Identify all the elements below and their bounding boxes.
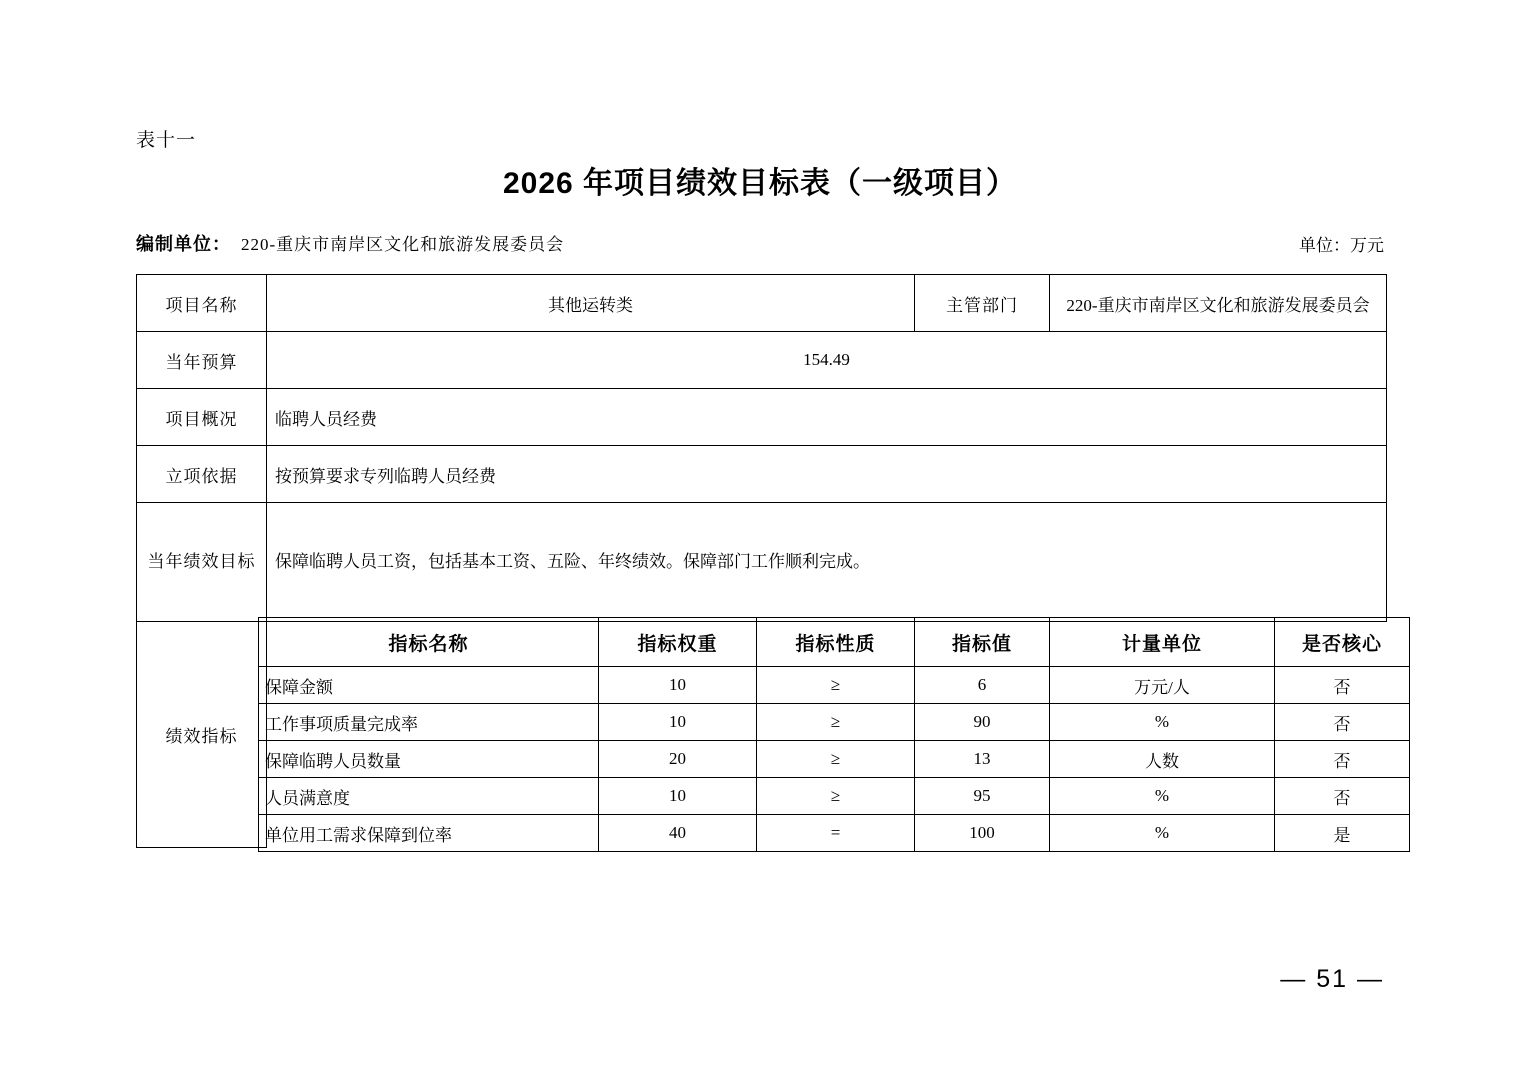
indicator-value: 95 xyxy=(915,778,1050,815)
indicator-unit: % xyxy=(1050,778,1275,815)
indicator-nature: ≥ xyxy=(757,704,915,741)
indicator-name: 工作事项质量完成率 xyxy=(259,704,599,741)
indicator-nature: = xyxy=(757,815,915,852)
indicator-name: 保障金额 xyxy=(259,667,599,704)
indicator-name: 保障临聘人员数量 xyxy=(259,741,599,778)
overview-label: 项目概况 xyxy=(137,389,267,446)
page-number: — 51 — xyxy=(1280,965,1384,993)
table-row xyxy=(137,503,1387,622)
col-indicator-name: 指标名称 xyxy=(259,618,599,667)
indicator-unit: 万元/人 xyxy=(1050,667,1275,704)
basis-label: 立项依据 xyxy=(137,446,267,503)
indicator-weight: 40 xyxy=(599,815,757,852)
indicator-nature: ≥ xyxy=(757,741,915,778)
indicator-table xyxy=(258,617,1410,852)
performance-goal-table xyxy=(136,274,1387,848)
compiler-value: 220-重庆市南岸区文化和旅游发展委员会 xyxy=(241,235,565,254)
indicator-weight: 10 xyxy=(599,778,757,815)
budget-value: 154.49 xyxy=(267,332,1387,389)
table-row xyxy=(137,446,1387,503)
indicator-weight: 10 xyxy=(599,667,757,704)
indicator-nature: ≥ xyxy=(757,778,915,815)
table-row xyxy=(137,332,1387,389)
compiler-block xyxy=(136,230,564,256)
basis-value: 按预算要求专列临聘人员经费 xyxy=(267,446,1387,503)
indicator-core: 否 xyxy=(1275,667,1410,704)
table-row xyxy=(137,622,1387,848)
col-indicator-core: 是否核心 xyxy=(1275,618,1410,667)
indicator-header-row xyxy=(259,618,1410,667)
compiler-label: 编制单位： xyxy=(136,234,231,254)
indicator-core: 否 xyxy=(1275,741,1410,778)
table-row xyxy=(137,275,1387,332)
table-row xyxy=(259,741,1410,778)
indicator-core: 否 xyxy=(1275,778,1410,815)
indicator-value: 13 xyxy=(915,741,1050,778)
project-name-label: 项目名称 xyxy=(137,275,267,332)
table-row xyxy=(137,389,1387,446)
indicator-unit: 人数 xyxy=(1050,741,1275,778)
indicator-name: 单位用工需求保障到位率 xyxy=(259,815,599,852)
col-indicator-value: 指标值 xyxy=(915,618,1050,667)
indicator-value: 100 xyxy=(915,815,1050,852)
col-indicator-weight: 指标权重 xyxy=(599,618,757,667)
indicator-core: 是 xyxy=(1275,815,1410,852)
table-row xyxy=(259,704,1410,741)
meta-row xyxy=(136,230,1384,256)
table-row xyxy=(259,667,1410,704)
goal-value: 保障临聘人员工资，包括基本工资、五险、年终绩效。保障部门工作顺利完成。 xyxy=(267,503,1387,622)
project-name-value: 其他运转类 xyxy=(267,275,915,332)
overview-value: 临聘人员经费 xyxy=(267,389,1387,446)
indicator-table-cell xyxy=(267,622,1387,848)
budget-label: 当年预算 xyxy=(137,332,267,389)
table-row xyxy=(259,815,1410,852)
indicator-name: 人员满意度 xyxy=(259,778,599,815)
col-indicator-nature: 指标性质 xyxy=(757,618,915,667)
indicator-value: 6 xyxy=(915,667,1050,704)
indicators-label: 绩效指标 xyxy=(137,622,267,848)
dept-value: 220-重庆市南岸区文化和旅游发展委员会 xyxy=(1050,275,1387,332)
table-label: 表十一 xyxy=(136,130,197,151)
table-row xyxy=(259,778,1410,815)
indicator-value: 90 xyxy=(915,704,1050,741)
indicator-weight: 20 xyxy=(599,741,757,778)
page-title: 2026 年项目绩效目标表（一级项目） xyxy=(502,167,1018,200)
col-indicator-unit: 计量单位 xyxy=(1050,618,1275,667)
indicator-weight: 10 xyxy=(599,704,757,741)
indicator-nature: ≥ xyxy=(757,667,915,704)
dept-label: 主管部门 xyxy=(915,275,1050,332)
indicator-unit: % xyxy=(1050,704,1275,741)
indicator-core: 否 xyxy=(1275,704,1410,741)
goal-label: 当年绩效目标 xyxy=(137,503,267,622)
indicator-unit: % xyxy=(1050,815,1275,852)
unit-note: 单位：万元 xyxy=(1299,236,1384,255)
